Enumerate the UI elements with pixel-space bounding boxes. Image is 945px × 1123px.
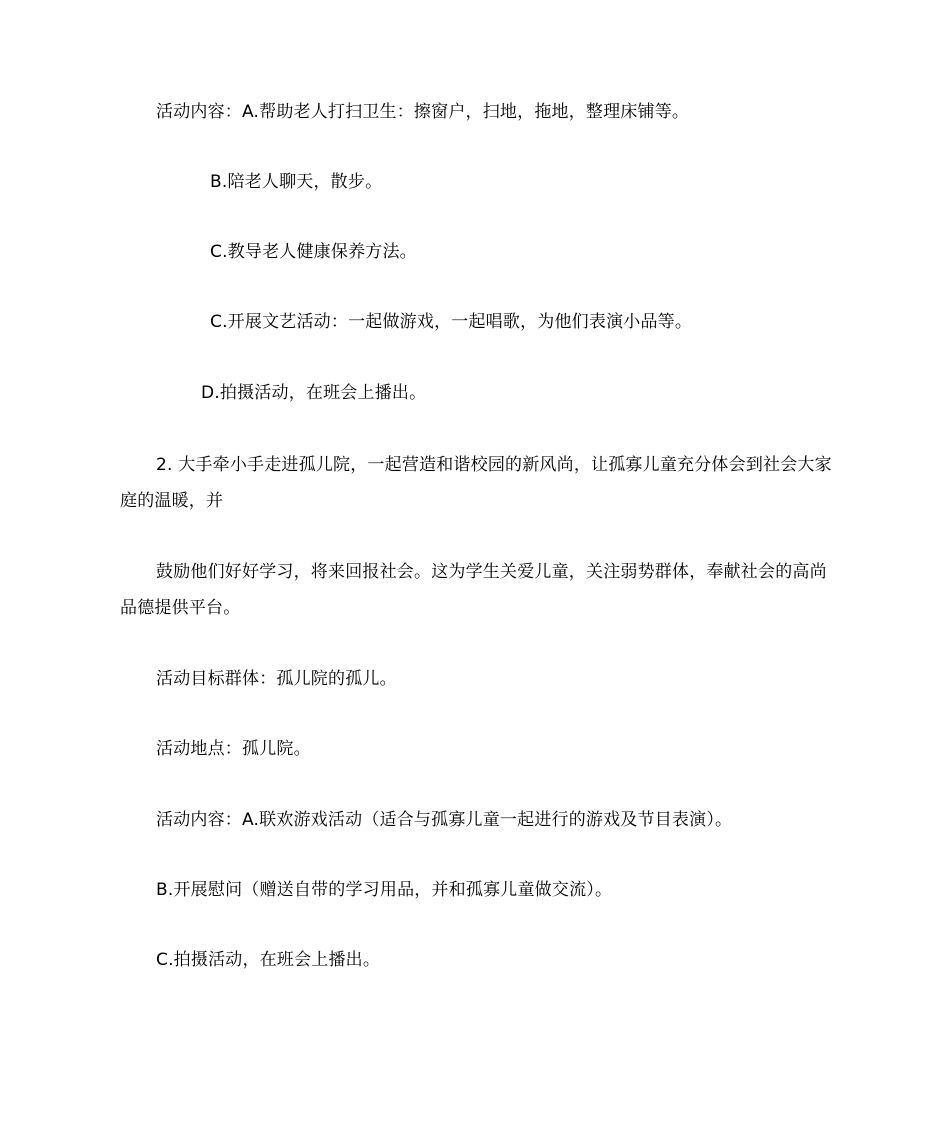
orphanage-content-item-a: 活动内容：A.联欢游戏活动（适合与孤寡儿童一起进行的游戏及节目表演）。 (156, 810, 733, 830)
activity-content-item-d: D.拍摄活动，在班会上播出。 (201, 383, 427, 403)
activity-content-item-b: B.陪老人聊天，散步。 (210, 172, 383, 192)
section-2-paragraph-1: 2. 大手牵小手走进孤儿院，一起营造和谐校园的新风尚，让孤寡儿童充分体会到社会大家庭的温暖，并 (120, 455, 832, 511)
activity-content-item-a: 活动内容：A.帮助老人打扫卫生：擦窗户，扫地，拖地，整理床铺等。 (156, 102, 690, 122)
section-2-paragraph-2: 鼓励他们好好学习，将来回报社会。这为学生关爱儿童，关注弱势群体，奉献社会的高尚品德提供平台。 (120, 562, 827, 618)
orphanage-content-item-c: C.拍摄活动，在班会上播出。 (156, 950, 381, 970)
activity-content-item-c2: C.开展文艺活动：一起做游戏，一起唱歌，为他们表演小品等。 (210, 312, 693, 332)
target-group-line: 活动目标群体：孤儿院的孤儿。 (156, 669, 397, 689)
location-line: 活动地点：孤儿院。 (156, 739, 311, 759)
activity-content-item-c1: C.教导老人健康保养方法。 (210, 242, 417, 262)
orphanage-content-item-b: B.开展慰问（赠送自带的学习用品，并和孤寡儿童做交流）。 (156, 880, 613, 900)
